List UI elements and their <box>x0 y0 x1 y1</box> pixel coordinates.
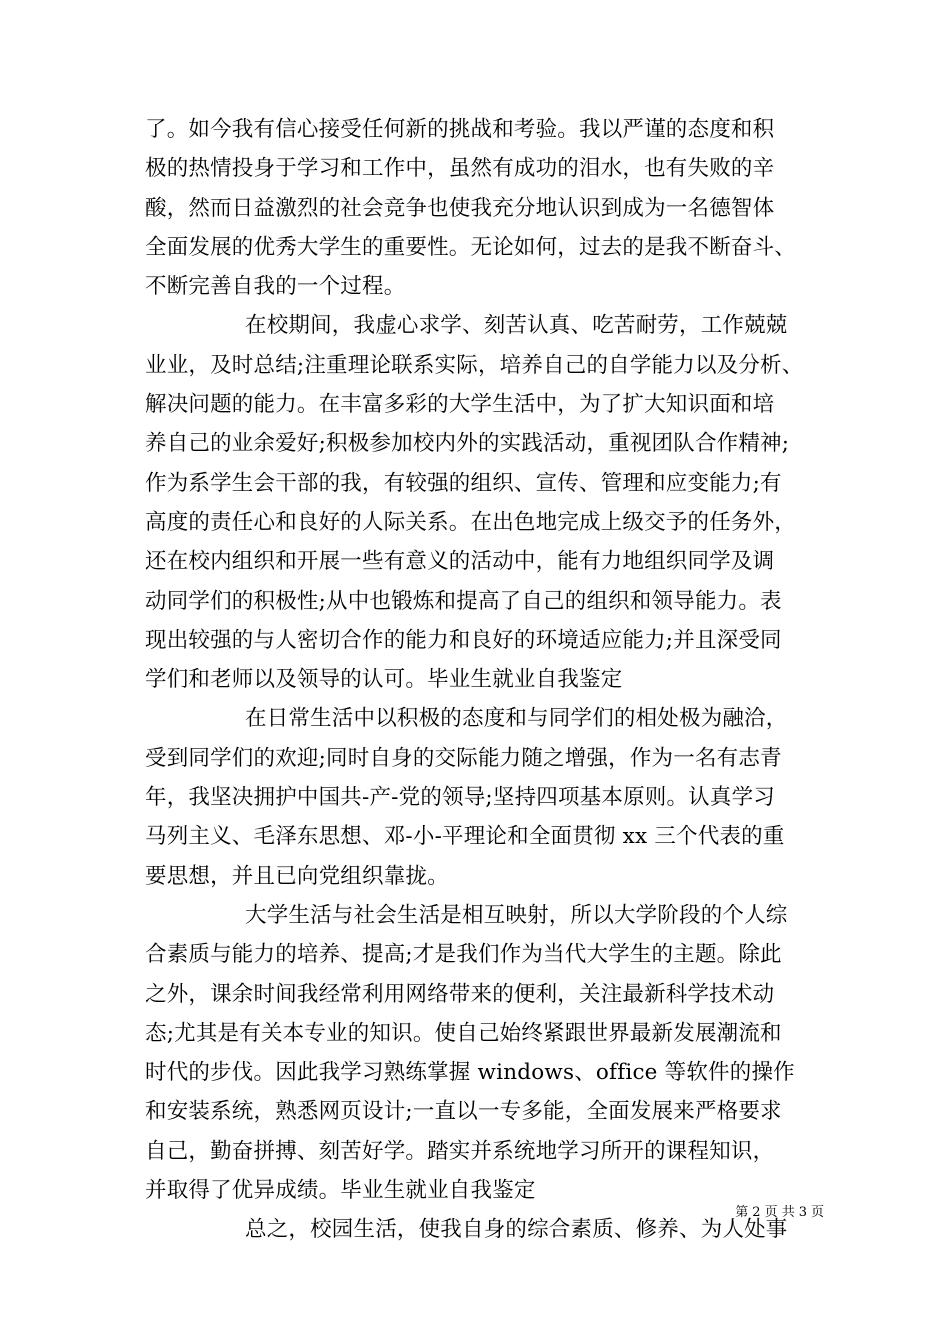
text-line: 自己，勤奋拼搏、刻苦好学。踏实并系统地学习所开的课程知识， <box>145 1138 775 1164</box>
footer-suffix: 页 <box>810 1205 824 1220</box>
text-line: 解决问题的能力。在丰富多彩的大学生活中，为了扩大知识面和培 <box>145 392 775 418</box>
document-body <box>145 110 825 1250</box>
footer-middle: 页 共 <box>764 1205 795 1220</box>
text-line: 了。如今我有信心接受任何新的挑战和考验。我以严谨的态度和积 <box>145 117 775 142</box>
page-footer <box>0 1201 950 1220</box>
footer-current-page: 2 <box>752 1205 761 1220</box>
text-line: 现出较强的与人密切合作的能力和良好的环境适应能力;并且深受同 <box>145 627 782 653</box>
text-line: 态;尤其是有关本专业的知识。使自己始终紧跟世界最新发展潮流和 <box>145 1020 782 1046</box>
paragraph-first-line: 大学生活与社会生活是相互映射，所以大学阶段的个人综 <box>245 902 788 928</box>
text-line: 极的热情投身于学习和工作中，虽然有成功的泪水，也有失败的辛 <box>145 156 775 182</box>
text-line: 还在校内组织和开展一些有意义的活动中，能有力地组织同学及调 <box>145 549 775 575</box>
text-line: 马列主义、毛泽东思想、邓-小-平理论和全面贯彻 xx 三个代表的重 <box>145 824 785 850</box>
paragraph-first-line: 在校期间，我虚心求学、刻苦认真、吃苦耐劳，工作兢兢 <box>245 313 788 339</box>
text-line: 并取得了优异成绩。毕业生就业自我鉴定 <box>145 1178 536 1204</box>
text-line: 年，我坚决拥护中国共-产-党的领导;坚持四项基本原则。认真学习 <box>145 785 775 811</box>
text-line: 学们和老师以及领导的认可。毕业生就业自我鉴定 <box>145 667 623 693</box>
text-line: 高度的责任心和良好的人际关系。在出色地完成上级交予的任务外， <box>145 509 797 535</box>
text-line: 合素质与能力的培养、提高;才是我们作为当代大学生的主题。除此 <box>145 942 782 968</box>
text-line: 不断完善自我的一个过程。 <box>145 274 406 300</box>
paragraph-first-line: 总之，校园生活，使我自身的综合素质、修养、为人处事 <box>245 1217 788 1243</box>
text-line: 养自己的业余爱好;积极参加校内外的实践活动，重视团队合作精神; <box>145 431 790 457</box>
text-line: 受到同学们的欢迎;同时自身的交际能力随之增强，作为一名有志青 <box>145 745 782 771</box>
text-line: 全面发展的优秀大学生的重要性。无论如何，过去的是我不断奋斗、 <box>145 234 797 260</box>
text-line: 要思想，并且已向党组织靠拢。 <box>145 863 449 889</box>
text-line: 时代的步伐。因此我学习熟练掌握 windows、office 等软件的操作 <box>145 1060 795 1086</box>
footer-prefix: 第 <box>735 1205 749 1220</box>
text-line: 之外，课余时间我经常利用网络带来的便利，关注最新科学技术动 <box>145 981 775 1007</box>
paragraph-first-line: 在日常生活中以积极的态度和与同学们的相处极为融洽， <box>245 706 788 732</box>
text-line: 和安装系统，熟悉网页设计;一直以一专多能，全面发展来严格要求 <box>145 1099 782 1125</box>
text-line: 作为系学生会干部的我，有较强的组织、宣传、管理和应变能力;有 <box>145 470 782 496</box>
footer-total-pages: 3 <box>798 1205 807 1220</box>
text-line: 业业，及时总结;注重理论联系实际，培养自己的自学能力以及分析、 <box>145 352 804 378</box>
text-line: 酸，然而日益激烈的社会竞争也使我充分地认识到成为一名德智体 <box>145 195 775 221</box>
text-line: 动同学们的积极性;从中也锻炼和提高了自己的组织和领导能力。表 <box>145 588 782 614</box>
